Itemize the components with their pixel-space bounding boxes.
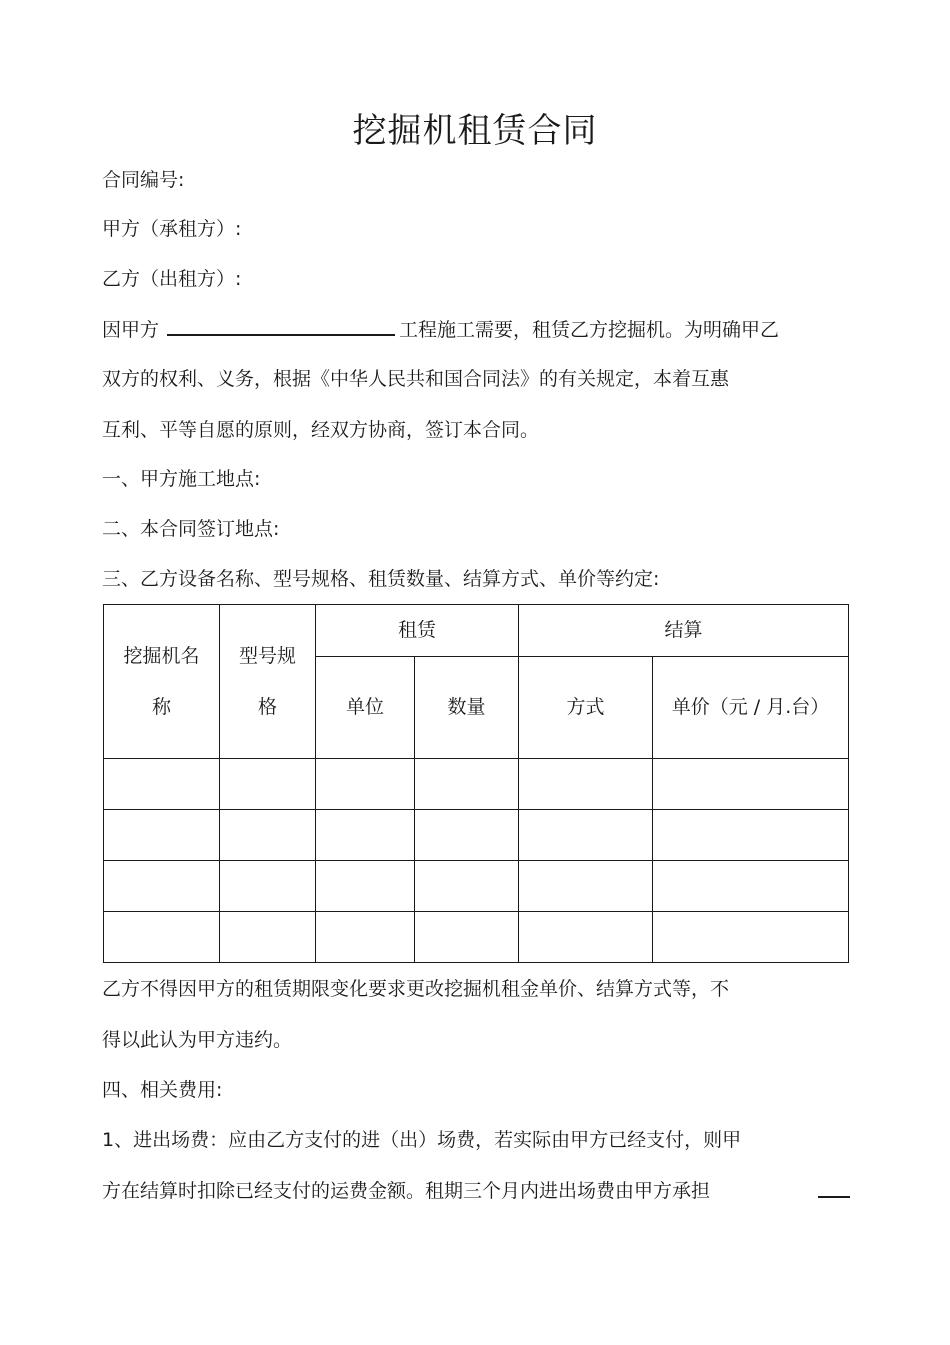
table-cell[interactable] <box>415 810 519 861</box>
intro-prefix: 因甲方 <box>102 319 160 341</box>
header-rent-group: 租赁 <box>316 605 519 657</box>
table-cell[interactable] <box>519 861 653 912</box>
table-cell[interactable] <box>104 912 220 963</box>
header-excavator-name-l2: 称 <box>151 695 171 718</box>
party-a-label: 甲方（承租方）: <box>102 218 242 240</box>
table-row <box>104 912 849 963</box>
note-line-1: 乙方不得因甲方的租赁期限变化要求更改挖掘机租金单价、结算方式等，不 <box>102 978 730 1000</box>
table-cell[interactable] <box>104 810 220 861</box>
table-cell[interactable] <box>220 810 316 861</box>
equipment-table <box>103 604 849 963</box>
table-row <box>104 861 849 912</box>
header-model-spec-l2: 格 <box>257 695 277 718</box>
table-cell[interactable] <box>519 759 653 810</box>
project-name-blank[interactable] <box>167 316 395 336</box>
table-cell[interactable] <box>653 861 849 912</box>
table-cell[interactable] <box>519 912 653 963</box>
header-settle-group: 结算 <box>519 605 849 657</box>
table-cell[interactable] <box>653 912 849 963</box>
table-row <box>104 810 849 861</box>
table-cell[interactable] <box>316 759 415 810</box>
section-4-heading: 四、相关费用: <box>102 1079 223 1101</box>
party-b-label: 乙方（出租方）: <box>102 268 242 290</box>
table-cell[interactable] <box>316 912 415 963</box>
table-cell[interactable] <box>653 810 849 861</box>
fee-1-line-1: 1、进出场费：应由乙方支付的进（出）场费，若实际由甲方已经支付，则甲 <box>102 1129 742 1151</box>
header-excavator-name <box>104 605 220 759</box>
table-cell[interactable] <box>220 861 316 912</box>
header-model-spec-l1: 型号规 <box>238 644 296 667</box>
table-cell[interactable] <box>220 912 316 963</box>
table-cell[interactable] <box>316 810 415 861</box>
table-row <box>104 759 849 810</box>
table-cell[interactable] <box>220 759 316 810</box>
intro-line-3: 互利、平等自愿的原则，经双方协商，签订本合同。 <box>102 419 540 441</box>
document-title: 挖掘机租赁合同 <box>352 111 598 151</box>
section-3-heading: 三、乙方设备名称、型号规格、租赁数量、结算方式、单价等约定: <box>102 568 660 590</box>
table-cell[interactable] <box>104 861 220 912</box>
header-excavator-name-l1: 挖掘机名 <box>123 644 200 667</box>
note-line-2: 得以此认为甲方违约。 <box>102 1029 293 1051</box>
header-model-spec <box>220 605 316 759</box>
contract-number-label: 合同编号: <box>102 169 185 191</box>
intro-line-1 <box>102 316 779 343</box>
intro-line-2: 双方的权利、义务，根据《中华人民共和国合同法》的有关规定，本着互惠 <box>102 368 730 390</box>
table-cell[interactable] <box>316 861 415 912</box>
section-1-heading: 一、甲方施工地点: <box>102 468 261 490</box>
fee-1-line-2: 方在结算时扣除已经支付的运费金额。租期三个月内进出场费由甲方承担 <box>102 1180 711 1202</box>
table-cell[interactable] <box>653 759 849 810</box>
fee-amount-blank[interactable] <box>818 1196 850 1198</box>
header-unit: 单位 <box>316 657 415 759</box>
table-cell[interactable] <box>104 759 220 810</box>
table-cell[interactable] <box>415 912 519 963</box>
table-cell[interactable] <box>519 810 653 861</box>
table-cell[interactable] <box>415 759 519 810</box>
intro-suffix: 工程施工需要，租赁乙方挖掘机。为明确甲乙 <box>399 319 780 341</box>
section-2-heading: 二、本合同签订地点: <box>102 518 280 540</box>
header-quantity: 数量 <box>415 657 519 759</box>
header-unit-price: 单价（元 / 月.台） <box>653 657 849 759</box>
header-method: 方式 <box>519 657 653 759</box>
table-cell[interactable] <box>415 861 519 912</box>
